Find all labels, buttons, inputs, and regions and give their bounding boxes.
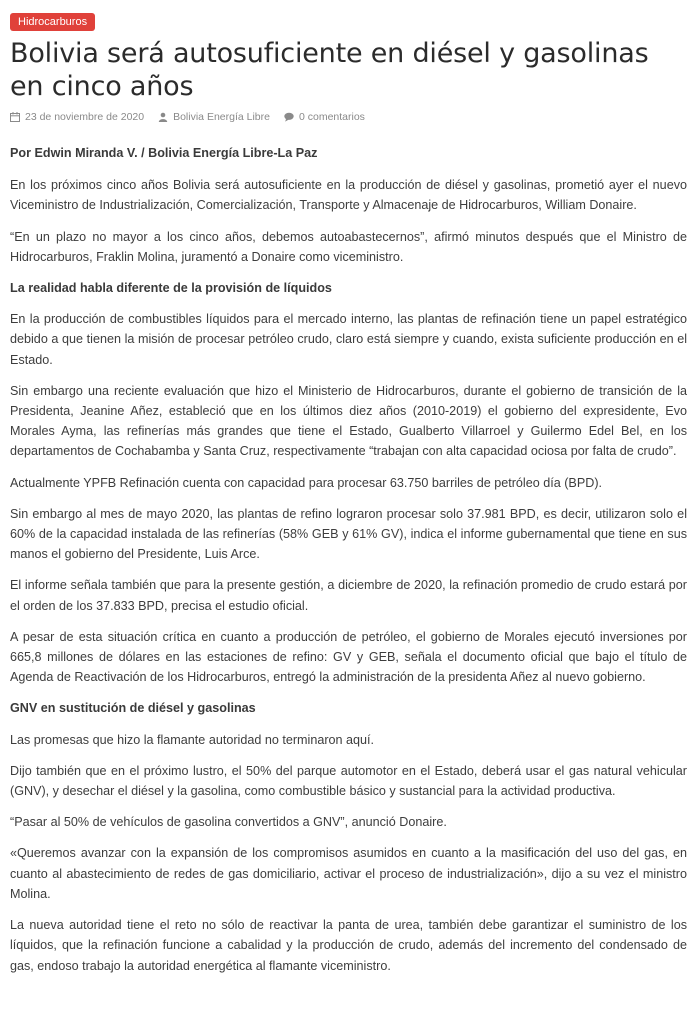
paragraph: En la producción de combustibles líquidos para el mercado interno, las plantas de refinación tiene un papel estratégico debido a que tienen la misión de procesar petróleo crudo, claro está siempre y cuando, exista suficiente producción en el Estado. xyxy=(10,312,687,367)
paragraph: Dijo también que en el próximo lustro, el 50% del parque automotor en el Estado, deberá usar el gas natural vehicular (GNV), y desechar el diésel y la gasolina, como combustible básico y sustancial para la actividad productiva. xyxy=(10,763,687,799)
article-body xyxy=(10,143,687,976)
meta-comments[interactable] xyxy=(284,111,365,123)
article-title: Bolivia será autosuficiente en diésel y gasolinas en cinco años xyxy=(10,38,649,102)
paragraph: “Pasar al 50% de vehículos de gasolina convertidos a GNV”, anunció Donaire. xyxy=(10,815,447,830)
paragraph: “En un plazo no mayor a los cinco años, debemos autoabastecernos”, afirmó minutos después que el Ministro de Hidrocarburos, Fraklin Molina, juramentó a Donaire como viceministro. xyxy=(10,229,687,264)
meta-comments-text: 0 comentarios xyxy=(298,111,365,123)
paragraph: Sin embargo una reciente evaluación que hizo el Ministerio de Hidrocarburos, durante el gobierno de transición de la Presidenta, Jeanine Añez, estableció que en los últimos diez años (2010-2019) el gobierno del expresidente, Evo Morales Ayma, las refinerías más grandes que tiene el Estado, Gualberto Villarroel y Guilermo Edel Bel, en los departamentos de Cochabamba y Santa Cruz, respectivamente “trabajan con alta capacidad ociosa por falta de crudo”. xyxy=(10,383,687,459)
section-subheading: La realidad habla diferente de la provisión de líquidos xyxy=(10,281,332,296)
category-badge[interactable]: Hidrocarburos xyxy=(10,13,95,31)
paragraph: El informe señala también que para la presente gestión, a diciembre de 2020, la refinación promedio de crudo estará por el orden de los 37.833 BPD, precisa el estudio oficial. xyxy=(10,578,687,613)
calendar-icon xyxy=(10,112,20,122)
paragraph: «Queremos avanzar con la expansión de los compromisos asumidos en cuanto a la masificación del uso del gas, en cuanto al abastecimiento de redes de gas domiciliario, activar el proceso de industrialización», dijo a su vez el ministro Molina. xyxy=(10,846,687,901)
meta-author[interactable] xyxy=(158,111,270,123)
meta-author-text: Bolivia Energía Libre xyxy=(173,111,270,123)
paragraph: Actualmente YPFB Refinación cuenta con capacidad para procesar 63.750 barriles de petróleo día (BPD). xyxy=(10,475,603,490)
meta-date[interactable] xyxy=(10,111,144,123)
article-byline: Por Edwin Miranda V. / Bolivia Energía Libre-La Paz xyxy=(10,146,318,160)
paragraph: Sin embargo al mes de mayo 2020, las plantas de refino lograron procesar solo 37.981 BPD, es decir, utilizaron solo el 60% de la capacidad instalada de las refinerías (58% GEB y 61% GV), indica el informe gubernamental que tiene en sus manos el gobierno del Presidente, Luis Arce. xyxy=(10,506,687,562)
paragraph: Las promesas que hizo la flamante autoridad no terminaron aquí. xyxy=(10,732,375,747)
paragraph: La nueva autoridad tiene el reto no sólo de reactivar la panta de urea, también debe garantizar el suministro de los líquidos, que la refinación funcione a cabalidad y la producción de crudo, además del incremento del condensado de gas, endoso trabajo la autoridad energética al flamante viceministro. xyxy=(10,918,687,973)
paragraph: En los próximos cinco años Bolivia será autosuficiente en la producción de diésel y gasolinas, prometió ayer el nuevo Viceministro de Industrialización, Comercialización, Transporte y Almacenaje de Hidrocarburos, William Donaire. xyxy=(10,178,687,213)
paragraph: A pesar de esta situación crítica en cuanto a producción de petróleo, el gobierno de Morales ejecutó inversiones por 665,8 millones de dólares en las estaciones de refino: GV y GEB, señala el documento oficial que bajo el título de Agenda de Reactivación de los Hidrocarburos, entregó la administración de la presidenta Añez al nuevo gobierno. xyxy=(10,629,687,685)
comment-icon xyxy=(284,112,294,122)
article-meta xyxy=(10,111,687,123)
meta-date-text: 23 de noviembre de 2020 xyxy=(25,111,145,123)
section-subheading: GNV en sustitución de diésel y gasolinas xyxy=(10,701,256,716)
user-icon xyxy=(158,112,168,122)
